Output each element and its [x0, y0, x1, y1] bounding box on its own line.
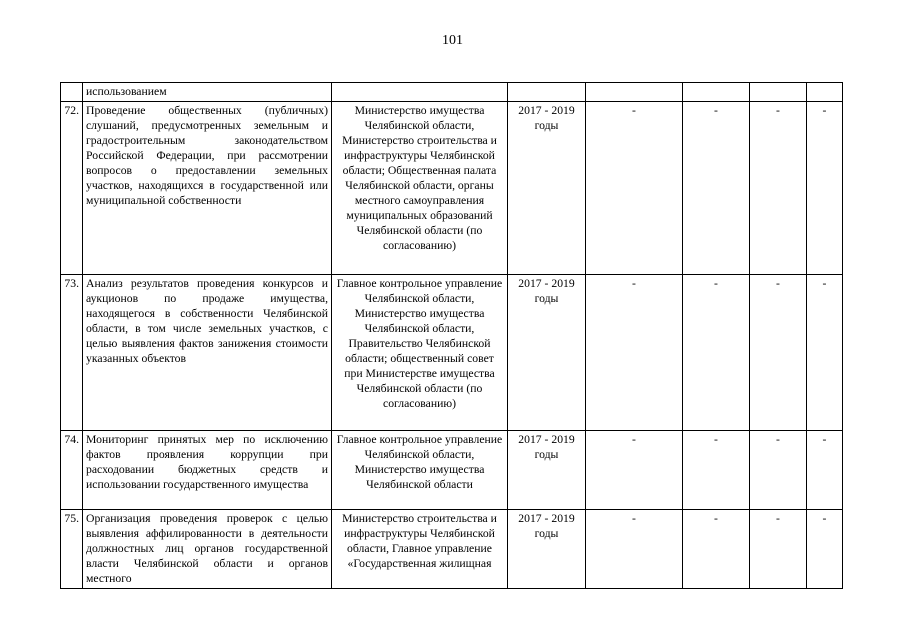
page-number: 101 — [442, 33, 463, 48]
row-number: 74. — [61, 431, 83, 510]
cell-period — [508, 83, 586, 102]
row-description: Организация проведения проверок с целью выявления аффилированности в деятельности должностных лиц органов государственной власти Челябинской области и органов местного — [83, 510, 332, 589]
row-indicator: - — [586, 275, 683, 431]
row-period: 2017 - 2019 годы — [508, 510, 586, 589]
row-number: 72. — [61, 102, 83, 275]
table-row-continuation — [61, 83, 843, 102]
table-row — [61, 510, 843, 589]
row-description: Проведение общественных (публичных) слушаний, предусмотренных земельным и градостроительным законодательством Российской Федерации, при рассмотрении вопросов о предоставлении земельных участков, находящихся в государственной или муниципальной собственности — [83, 102, 332, 275]
row-responsible: Министерство строительства и инфраструктуры Челябинской области, Главное управление «Государственная жилищная — [332, 510, 508, 589]
measures-table — [60, 82, 843, 589]
cell-indicator — [586, 83, 683, 102]
row-indicator: - — [750, 510, 807, 589]
row-responsible: Главное контрольное управление Челябинской области, Министерство имущества Челябинской области — [332, 431, 508, 510]
cell-indicator — [683, 83, 750, 102]
row-indicator: - — [683, 510, 750, 589]
row-indicator: - — [807, 275, 843, 431]
row-indicator: - — [683, 431, 750, 510]
cell-indicator — [750, 83, 807, 102]
row-number: 75. — [61, 510, 83, 589]
cell-number — [61, 83, 83, 102]
row-period: 2017 - 2019 годы — [508, 275, 586, 431]
row-period: 2017 - 2019 годы — [508, 102, 586, 275]
row-description: Мониторинг принятых мер по исключению фактов проявления коррупции при расходовании бюджетных средств и использовании государственного имущества — [83, 431, 332, 510]
row-indicator: - — [807, 431, 843, 510]
row-number: 73. — [61, 275, 83, 431]
row-indicator: - — [586, 102, 683, 275]
table-row — [61, 102, 843, 275]
row-indicator: - — [807, 510, 843, 589]
row-indicator: - — [750, 431, 807, 510]
row-description: Анализ результатов проведения конкурсов и аукционов по продаже имущества, находящегося в собственности Челябинской области, в том числе земельных участков, с целью выявления фактов занижения стоимости указанных объектов — [83, 275, 332, 431]
cell-responsible — [332, 83, 508, 102]
row-indicator: - — [586, 510, 683, 589]
table-row — [61, 275, 843, 431]
row-responsible: Министерство имущества Челябинской области, Министерство строительства и инфраструктуры Челябинской области; Общественная палата Челябинской области, органы местного самоуправления муниципальных образований Челябинской области (по согласованию) — [332, 102, 508, 275]
row-indicator: - — [683, 275, 750, 431]
cell-indicator — [807, 83, 843, 102]
table-row — [61, 431, 843, 510]
row-indicator: - — [683, 102, 750, 275]
row-responsible: Главное контрольное управление Челябинской области, Министерство имущества Челябинской области, Правительство Челябинской области; общественный совет при Министерстве имущества Челябинской области (по согласованию) — [332, 275, 508, 431]
row-indicator: - — [807, 102, 843, 275]
row-indicator: - — [750, 102, 807, 275]
row-indicator: - — [586, 431, 683, 510]
cell-description: использованием — [83, 83, 332, 102]
row-period: 2017 - 2019 годы — [508, 431, 586, 510]
row-indicator: - — [750, 275, 807, 431]
